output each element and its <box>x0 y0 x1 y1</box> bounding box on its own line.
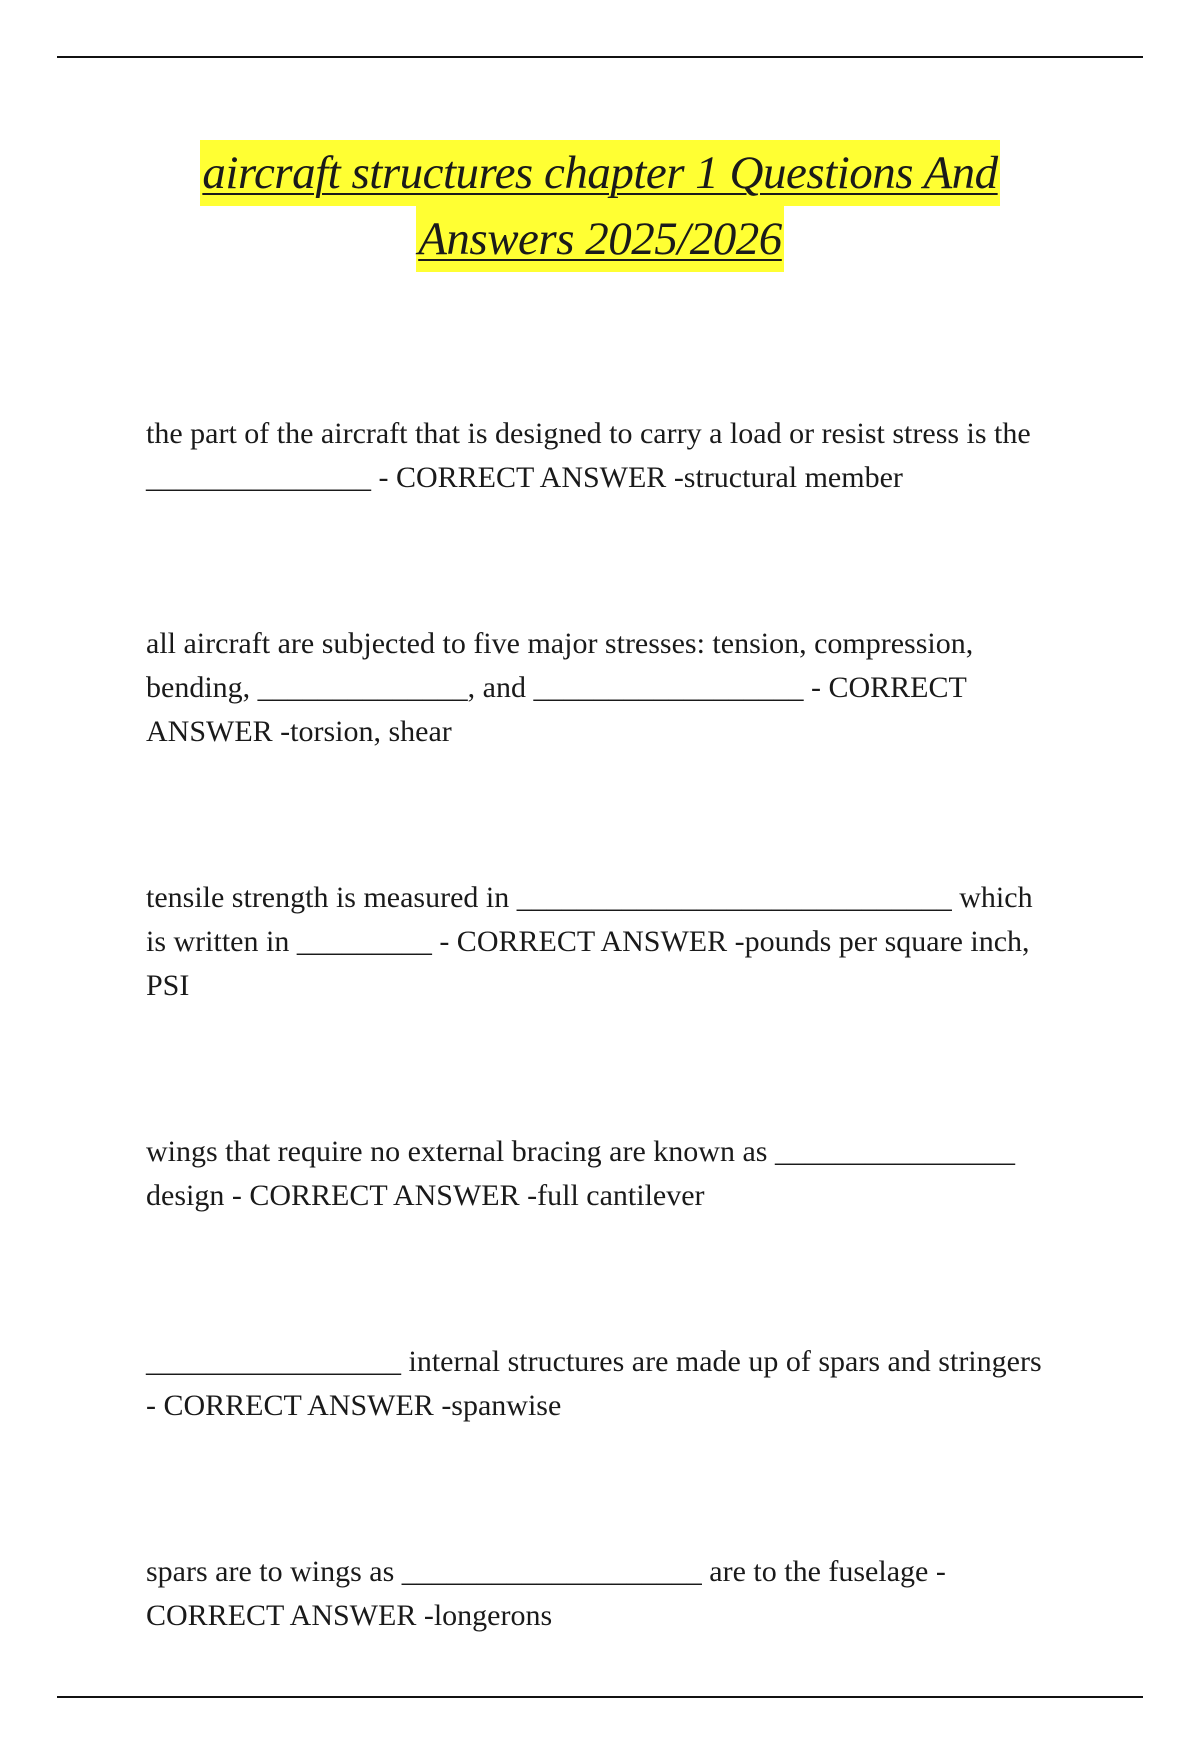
question-4: wings that require no external bracing are known as ________________ design - CORRECT ANSWER -full cantilever <box>146 1135 1015 1212</box>
question-2: all aircraft are subjected to five major stresses: tension, compression, bending, ______________, and __________________ - CORRECT ANSWER -torsion, shear <box>146 627 974 748</box>
document-title <box>0 140 1200 272</box>
question-list <box>146 412 1096 1760</box>
question-5: _________________ internal structures are made up of spars and stringers - CORRECT ANSWER -spanwise <box>146 1345 1042 1422</box>
title-line-1: aircraft structures chapter 1 Questions And <box>200 140 999 206</box>
top-rule <box>57 56 1143 58</box>
title-line-2: Answers 2025/2026 <box>416 206 784 272</box>
question-6: spars are to wings as ____________________ are to the fuselage - CORRECT ANSWER -longerons <box>146 1555 946 1632</box>
question-1: the part of the aircraft that is designed to carry a load or resist stress is the _______________ - CORRECT ANSWER -structural member <box>146 417 1031 494</box>
question-3: tensile strength is measured in _____________________________ which is written in _________ - CORRECT ANSWER -pounds per square inch, PSI <box>146 881 1033 1002</box>
bottom-rule <box>57 1696 1143 1698</box>
